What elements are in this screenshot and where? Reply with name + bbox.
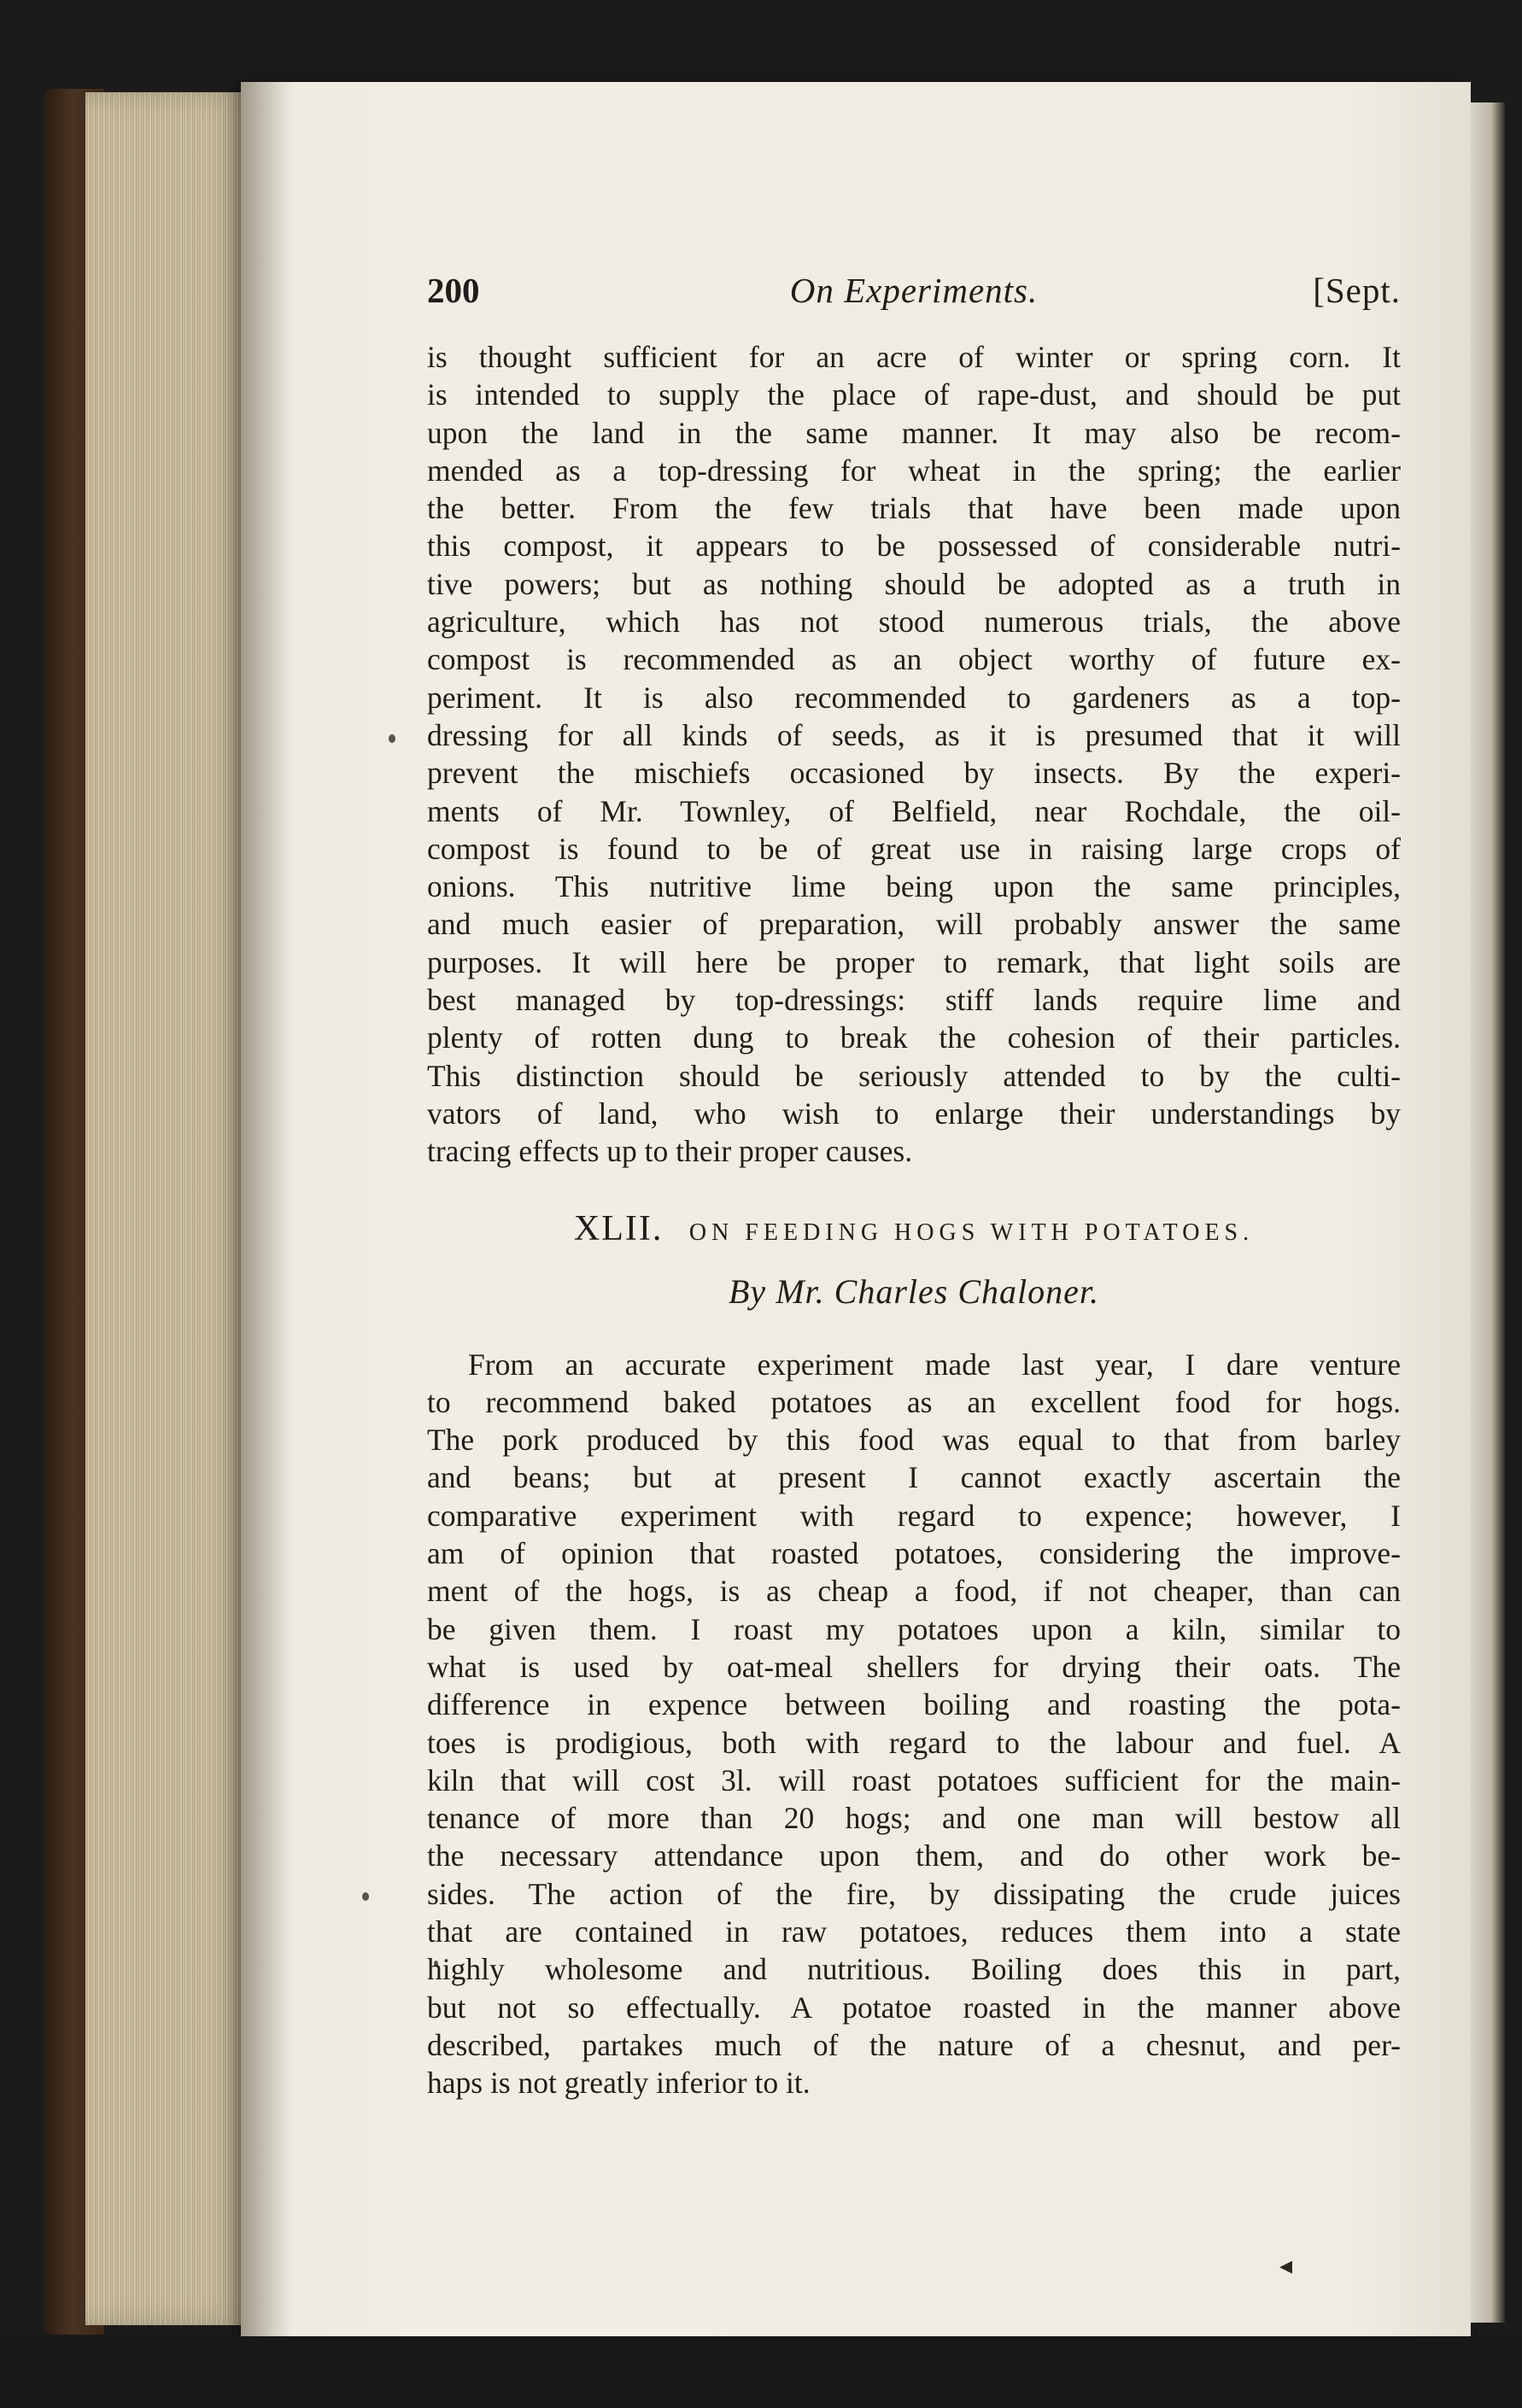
text-line: be given them. I roast my potatoes upon a kiln, similar to [427,1611,1401,1646]
text-line: toes is prodigious, both with regard to the labour and fuel. A [427,1725,1401,1760]
text-line: am of opinion that roasted potatoes, considering the improve- [427,1536,1401,1571]
right-page-edge [1471,102,1505,2323]
text-line: upon the land in the same manner. It may also be recom- [427,415,1401,450]
text-line: described, partakes much of the nature of a chesnut, and per- [427,2027,1401,2062]
text-line: the necessary attendance upon them, and do other work be- [427,1838,1401,1873]
text-line: what is used by oat-meal shellers for drying their oats. The [427,1649,1401,1684]
text-line: This distinction should be seriously attended to by the culti- [427,1058,1401,1093]
text-line: periment. It is also recommended to gardeners as a top- [427,680,1401,715]
text-line: sides. The action of the fire, by dissipating the crude juices [427,1876,1401,1911]
text-line: tracing effects up to their proper causes. [427,1134,913,1169]
text-line: From an accurate experiment made last year, I dare venture [468,1347,1401,1382]
text-line: mended as a top-dressing for wheat in the spring; the earlier [427,453,1401,488]
paragraph-hogs [427,1346,1401,2102]
text-line: compost is recommended as an object worthy of future ex- [427,642,1401,677]
margin-mark [389,734,395,743]
text-line: onions. This nutritive lime being upon the same principles, [427,869,1401,904]
background-strip [0,2336,1522,2408]
text-line: to recommend baked potatoes as an excellent food for hogs. [427,1384,1401,1419]
section-byline: By Mr. Charles Chaloner. [729,1271,1099,1311]
text-line: tenance of more than 20 hogs; and one man will bestow all [427,1801,1401,1836]
text-line: plenty of rotten dung to break the cohesion of their particles. [427,1020,1401,1055]
text-line: ment of the hogs, is as cheap a food, if not cheaper, than can [427,1574,1401,1609]
text-line: tive powers; but as nothing should be adopted as a truth in [427,566,1401,601]
text-line: the better. From the few trials that have been made upon [427,491,1401,526]
text-line: that are contained in raw potatoes, reduces them into a state [427,1914,1401,1949]
text-line: but not so effectually. A potatoe roasted in the manner above [427,1990,1401,2025]
text-line: highly wholesome and nutritious. Boiling does this in part, [427,1952,1401,1987]
running-title: On Experiments. [789,271,1039,310]
paragraph-compost [427,338,1401,1171]
text-line: The pork produced by this food was equal to that from barley [427,1423,1401,1458]
page-number: 200 [427,271,480,310]
page-edges [85,92,248,2325]
text-line: comparative experiment with regard to expence; however, I [427,1498,1401,1533]
running-date: [Sept. [1313,271,1401,310]
gutter-shadow [241,82,292,2336]
text-line: vators of land, who wish to enlarge their understandings by [427,1096,1401,1131]
section-title: ON FEEDING HOGS WITH POTATOES. [688,1219,1255,1246]
text-line: is thought sufficient for an acre of winter or spring corn. It [427,340,1401,374]
text-line: prevent the mischiefs occasioned by insects. By the experi- [427,756,1401,791]
text-line: haps is not greatly inferior to it. [427,2066,811,2101]
page-text [427,270,1401,2101]
section-heading [427,1208,1401,1249]
text-line: purposes. It will here be proper to remark, that light soils are [427,944,1401,979]
text-line: is intended to supply the place of rape-dust, and should be put [427,377,1401,412]
text-line: difference in expence between boiling and roasting the pota- [427,1687,1401,1722]
text-line: dressing for all kinds of seeds, as it is presumed that it will [427,717,1401,752]
text-line: this compost, it appears to be possessed of considerable nutri- [427,529,1401,564]
text-line: ments of Mr. Townley, of Belfield, near Rochdale, the oil- [427,793,1401,828]
page-marker: ◂ [1279,2251,1293,2281]
text-line: and much easier of preparation, will probably answer the same [427,907,1401,942]
text-line: kiln that will cost 3l. will roast potatoes sufficient for the main- [427,1762,1401,1797]
text-line: best managed by top-dressings: stiff lands require lime and [427,983,1401,1018]
text-line: agriculture, which has not stood numerous trials, the above [427,605,1401,640]
margin-mark [362,1892,369,1901]
running-head [427,270,1401,318]
text-line: and beans; but at present I cannot exactly ascertain the [427,1460,1401,1495]
section-number: XLII. [573,1208,664,1248]
text-line: compost is found to be of great use in raising large crops of [427,831,1401,866]
